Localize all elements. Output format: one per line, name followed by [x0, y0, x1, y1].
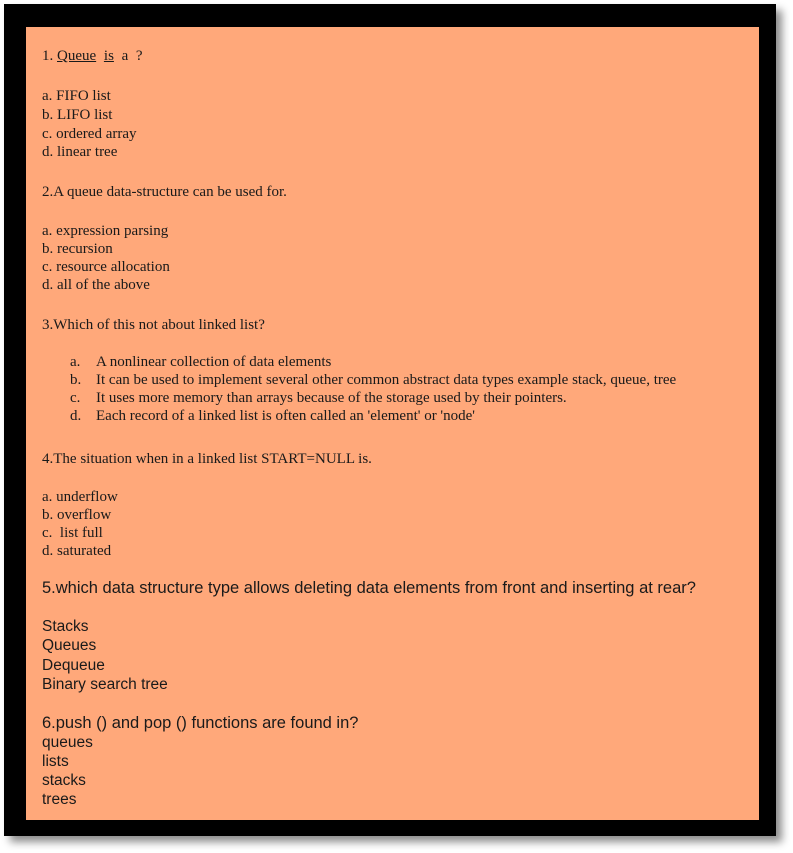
question-1-option-d: d. linear tree [42, 144, 118, 160]
question-1-option-c: c. ordered array [42, 126, 137, 142]
question-5-option-4: Binary search tree [42, 676, 168, 693]
option-text: It uses more memory than arrays because of the storage used by their pointers. [96, 390, 567, 406]
question-3-option-d [70, 409, 475, 424]
list-marker: b. [70, 372, 82, 388]
quiz-page [26, 27, 759, 820]
question-1-number: 1. [42, 48, 54, 64]
question-5-option-1: Stacks [42, 618, 89, 635]
list-marker: a. [70, 354, 81, 370]
question-2-option-b: b. recursion [42, 241, 113, 257]
question-4-option-b: b. overflow [42, 507, 112, 523]
question-6-option-1: queues [42, 734, 93, 751]
question-2-option-c: c. resource allocation [42, 259, 170, 275]
question-5-option-3: Dequeue [42, 657, 105, 674]
list-marker: c. [70, 390, 81, 406]
option-text: It can be used to implement several other common abstract data types example stack, queue, tree [96, 372, 677, 388]
question-1-option-a: a. FIFO list [42, 88, 111, 104]
question-5-title: 5.which data structure type allows deleting data elements from front and inserting at rear? [42, 579, 696, 597]
question-4-title: 4.The situation when in a linked list START=NULL is. [42, 451, 372, 467]
option-text: A nonlinear collection of data elements [96, 354, 332, 370]
question-4-option-d: d. saturated [42, 543, 112, 559]
question-3-option-b [70, 373, 676, 388]
question-1-rest: a ? [121, 48, 143, 64]
list-marker: d. [70, 408, 82, 424]
question-1-title [42, 49, 143, 64]
question-4-option-c: c. list full [42, 525, 103, 541]
question-2-option-d: d. all of the above [42, 277, 150, 293]
question-1-word-queue: Queue [57, 48, 97, 64]
question-3-title: 3.Which of this not about linked list? [42, 317, 265, 333]
question-6-title: 6.push () and pop () functions are found in? [42, 714, 359, 732]
question-1-word-is: is [103, 48, 114, 64]
question-5-option-2: Queues [42, 637, 97, 654]
question-3-option-c [70, 391, 567, 406]
question-2-title: 2.A queue data-structure can be used for. [42, 184, 287, 200]
question-1-option-b: b. LIFO list [42, 107, 113, 123]
question-6-option-3: stacks [42, 772, 86, 789]
option-text: Each record of a linked list is often called an 'element' or 'node' [96, 408, 475, 424]
question-6-option-2: lists [42, 753, 69, 770]
question-2-option-a: a. expression parsing [42, 223, 169, 239]
question-4-option-a: a. underflow [42, 489, 118, 505]
question-6-option-4: trees [42, 791, 77, 808]
question-3-option-a [70, 355, 331, 370]
document-frame [4, 4, 776, 836]
